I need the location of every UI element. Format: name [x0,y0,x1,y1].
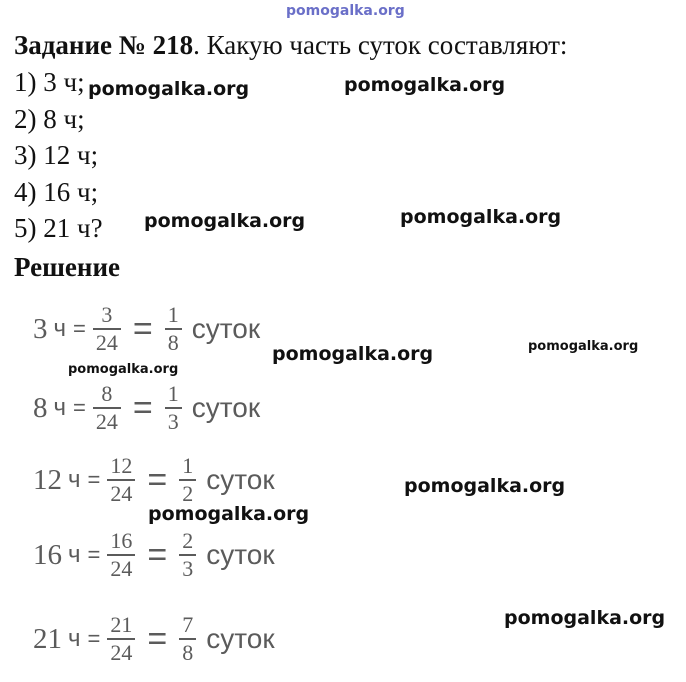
day-word: суток [191,392,261,423]
watermark: pomogalka.org [144,210,306,232]
equals-sign: = [73,395,86,420]
fraction-reduced: $\frac{7}{8}$ [179,614,196,664]
equals-sign: = [147,535,168,574]
hours-value: 8 [33,391,48,424]
hours-value: 3 [33,312,48,345]
watermark-top: pomogalka.org [286,3,405,19]
fraction-hours: $\frac{8}{24}$ [93,383,121,433]
task-item: 4) 16 ч; [14,176,99,207]
watermark: pomogalka.org [68,362,179,377]
fraction-hours: $\frac{16}{24}$ [107,530,135,580]
formula-row [33,614,275,664]
equals-sign: = [147,460,168,499]
hours-value: 12 [33,463,62,496]
watermark: pomogalka.org [404,475,566,497]
task-item: 1) 3 ч; [14,67,85,97]
task-items [14,64,103,247]
day-word: суток [191,313,261,344]
unit-label: ч [53,315,67,342]
fraction-hours: $\frac{21}{24}$ [107,614,135,664]
fraction-reduced: $\frac{1}{3}$ [165,383,182,433]
day-word: суток [206,539,275,570]
watermark: pomogalka.org [400,206,562,228]
equals-sign: = [87,542,101,567]
unit-label: ч [68,541,81,568]
watermark: pomogalka.org [504,607,666,629]
formula-row [33,455,275,505]
unit-label: ч [68,466,81,493]
fraction-reduced: $\frac{2}{3}$ [179,530,196,580]
task-question: . Какую часть суток составляют: [193,30,568,60]
watermark: pomogalka.org [88,78,250,100]
day-word: суток [206,623,275,654]
task-item: 2) 8 ч; [14,103,85,134]
hours-value: 16 [33,538,62,571]
formula-row [33,383,260,433]
day-word: суток [206,464,275,495]
task-item: 3) 12 ч; [14,140,99,170]
solution-title: Решение [14,252,120,282]
equals-sign: = [132,309,153,348]
fraction-reduced: $\frac{1}{8}$ [165,304,182,354]
equals-sign: = [147,619,168,658]
fraction-reduced: $\frac{1}{2}$ [179,455,196,505]
formula-row [33,530,275,580]
task-heading [14,28,567,62]
watermark: pomogalka.org [148,503,310,525]
task-item: 5) 21 ч? [14,213,103,243]
equals-sign: = [87,626,101,651]
formula-row [33,304,260,354]
equals-sign: = [132,388,153,427]
unit-label: ч [68,625,81,652]
watermark: pomogalka.org [528,339,639,354]
watermark: pomogalka.org [272,343,434,365]
fraction-hours: $\frac{12}{24}$ [107,455,135,505]
equals-sign: = [87,467,101,492]
fraction-hours: $\frac{3}{24}$ [93,304,121,354]
unit-label: ч [53,394,67,421]
task-number: Задание № 218 [14,30,194,60]
watermark: pomogalka.org [344,74,506,96]
hours-value: 21 [33,622,62,655]
equals-sign: = [73,316,86,341]
